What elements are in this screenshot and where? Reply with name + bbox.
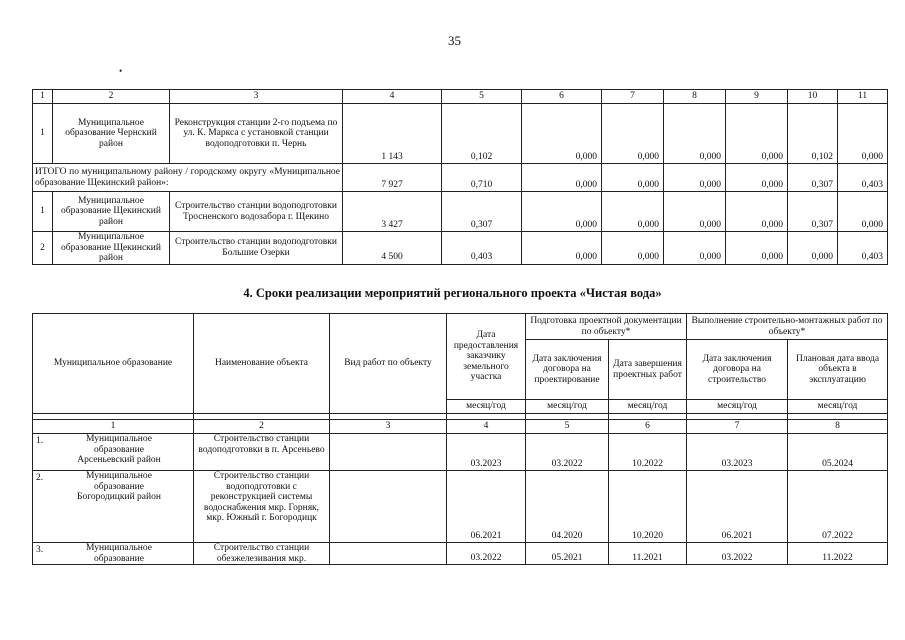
municipality-cell: Муниципальное образование Щекинский район — [53, 232, 170, 265]
table-row — [33, 192, 888, 232]
header-work-type: Вид работ по объекту — [330, 314, 447, 414]
value-cell: 0,000 — [522, 232, 602, 265]
col-number: 6 — [609, 420, 687, 434]
municipality-cell — [33, 471, 194, 543]
value-cell: 0,000 — [664, 104, 726, 164]
value-cell: 0,403 — [838, 232, 888, 265]
col-number: 4 — [447, 420, 526, 434]
table-row — [33, 232, 888, 265]
object-cell: Строительство станции водоподготовки Тросненского водозабора г. Щекино — [170, 192, 343, 232]
header-municipality: Муниципальное образование — [33, 314, 194, 414]
value-cell: 0,000 — [726, 164, 788, 192]
municipality-name: Муниципальное образование Арсеньевский район — [77, 434, 161, 465]
total-row — [33, 164, 888, 192]
schedule-table — [32, 313, 888, 565]
date-cell: 10.2020 — [609, 471, 687, 543]
date-cell: 03.2023 — [687, 434, 788, 471]
unit-cell: месяц/год — [609, 400, 687, 414]
date-cell: 11.2021 — [609, 543, 687, 565]
object-cell: Строительство станции обезжелезивания мкр. — [194, 543, 330, 565]
date-cell: 06.2021 — [687, 471, 788, 543]
value-cell: 0,000 — [664, 232, 726, 265]
date-cell: 03.2022 — [687, 543, 788, 565]
table-row — [33, 434, 888, 471]
header-construction-group: Выполнение строительно-монтажных работ по объекту* — [687, 314, 888, 340]
row-number: 1. — [36, 436, 44, 446]
value-cell: 0,000 — [602, 232, 664, 265]
value-cell: 0,000 — [838, 104, 888, 164]
value-cell: 0,000 — [522, 164, 602, 192]
date-cell: 06.2021 — [447, 471, 526, 543]
date-cell: 10.2022 — [609, 434, 687, 471]
municipality-cell — [33, 543, 194, 565]
table-row — [33, 104, 888, 164]
unit-cell: месяц/год — [526, 400, 609, 414]
col-number: 11 — [838, 90, 888, 104]
row-number: 1 — [33, 104, 53, 164]
col-number: 8 — [788, 420, 888, 434]
header-design-group: Подготовка проектной документации по объекту* — [526, 314, 687, 340]
municipality-name: Муниципальное образование Богородицкий район — [77, 471, 161, 502]
value-cell: 0,000 — [838, 192, 888, 232]
work-cell — [330, 471, 447, 543]
value-cell: 0,307 — [442, 192, 522, 232]
col-number: 10 — [788, 90, 838, 104]
date-cell: 05.2021 — [526, 543, 609, 565]
table-header-row — [33, 90, 888, 104]
object-cell: Строительство станции водоподготовки в п. Арсеньево — [194, 434, 330, 471]
value-cell: 1 143 — [343, 104, 442, 164]
col-number: 3 — [330, 420, 447, 434]
table-row — [33, 471, 888, 543]
value-cell: 0,000 — [726, 232, 788, 265]
date-cell: 11.2022 — [788, 543, 888, 565]
value-cell: 0,000 — [602, 164, 664, 192]
header-design-end: Дата завершения проектных работ — [609, 340, 687, 400]
unit-cell: месяц/год — [447, 400, 526, 414]
section-title: 4. Сроки реализации мероприятий регионального проекта «Чистая вода» — [243, 286, 662, 300]
object-cell: Реконструкция станции 2-го подъема по ул. К. Маркса с установкой станции водоподготовки п. Чернь — [170, 104, 343, 164]
value-cell: 0,403 — [838, 164, 888, 192]
col-number: 2 — [194, 420, 330, 434]
col-number-row — [33, 420, 888, 434]
value-cell: 4 500 — [343, 232, 442, 265]
work-cell — [330, 543, 447, 565]
col-number: 9 — [726, 90, 788, 104]
date-cell: 03.2023 — [447, 434, 526, 471]
value-cell: 0,000 — [788, 232, 838, 265]
col-number: 5 — [442, 90, 522, 104]
header-design-contract: Дата заключения договора на проектирование — [526, 340, 609, 400]
municipality-cell: Муниципальное образование Щекинский район — [53, 192, 170, 232]
value-cell: 0,403 — [442, 232, 522, 265]
page-number: 35 — [448, 33, 461, 48]
value-cell: 0,000 — [522, 192, 602, 232]
value-cell: 0,307 — [788, 164, 838, 192]
value-cell: 0,102 — [442, 104, 522, 164]
col-number: 1 — [33, 420, 194, 434]
row-number: 1 — [33, 192, 53, 232]
date-cell: 04.2020 — [526, 471, 609, 543]
value-cell: 0,307 — [788, 192, 838, 232]
col-number: 7 — [602, 90, 664, 104]
header-commission-date: Плановая дата ввода объекта в эксплуатацию — [788, 340, 888, 400]
col-number: 3 — [170, 90, 343, 104]
funding-table — [32, 89, 888, 265]
header-object: Наименование объекта — [194, 314, 330, 414]
total-label: ИТОГО по муниципальному району / городскому округу «Муниципальное образование Щекинский район»: — [33, 164, 343, 192]
unit-cell: месяц/год — [687, 400, 788, 414]
value-cell: 0,000 — [726, 104, 788, 164]
col-number: 7 — [687, 420, 788, 434]
row-number: 2 — [33, 232, 53, 265]
municipality-cell — [33, 434, 194, 471]
value-cell: 7 927 — [343, 164, 442, 192]
date-cell: 03.2022 — [526, 434, 609, 471]
municipality-name: Муниципальное образование — [86, 543, 152, 564]
value-cell: 3 427 — [343, 192, 442, 232]
value-cell: 0,710 — [442, 164, 522, 192]
date-cell: 03.2022 — [447, 543, 526, 565]
header-construction-contract: Дата заключения договора на строительство — [687, 340, 788, 400]
value-cell: 0,000 — [602, 192, 664, 232]
value-cell: 0,000 — [522, 104, 602, 164]
value-cell: 0,102 — [788, 104, 838, 164]
row-number: 2. — [36, 473, 44, 483]
col-number: 2 — [53, 90, 170, 104]
table-row — [33, 543, 888, 565]
value-cell: 0,000 — [664, 164, 726, 192]
date-cell: 05.2024 — [788, 434, 888, 471]
col-number: 8 — [664, 90, 726, 104]
date-cell: 07.2022 — [788, 471, 888, 543]
value-cell: 0,000 — [602, 104, 664, 164]
col-number: 5 — [526, 420, 609, 434]
header-land-date: Дата предоставления заказчику земельного участка — [447, 314, 526, 400]
col-number: 1 — [33, 90, 53, 104]
object-cell: Строительство станции водоподготовки Большие Озерки — [170, 232, 343, 265]
value-cell: 0,000 — [726, 192, 788, 232]
work-cell — [330, 434, 447, 471]
unit-cell: месяц/год — [788, 400, 888, 414]
object-cell: Строительство станции водоподготовки с реконструкцией системы водоснабжения мкр. Горняк, мкр. Южный г. Богородицк — [194, 471, 330, 543]
stray-mark: • — [119, 66, 123, 76]
col-number: 4 — [343, 90, 442, 104]
value-cell: 0,000 — [664, 192, 726, 232]
header-row — [33, 314, 888, 340]
row-number: 3. — [36, 545, 44, 555]
municipality-cell: Муниципальное образование Чернский район — [53, 104, 170, 164]
col-number: 6 — [522, 90, 602, 104]
